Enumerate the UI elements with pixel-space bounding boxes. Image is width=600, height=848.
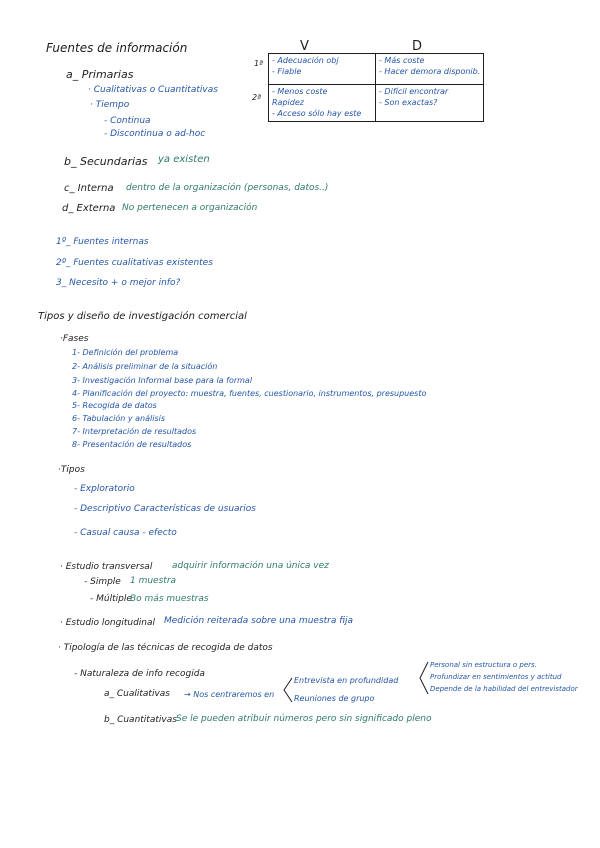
reuniones-grupo: Reuniones de grupo <box>294 694 375 703</box>
fase-8: 8- Presentación de resultados <box>72 440 192 449</box>
secundarias-note: ya existen <box>158 154 210 165</box>
transversal-multiple-label: - Múltiple <box>90 594 132 604</box>
vd-r2-v-a: - Menos coste <box>272 87 328 96</box>
transversal-note: adquirir información una única vez <box>172 561 329 571</box>
vd-cell-r2-v <box>269 85 376 122</box>
entrevista-point-3: Depende de la habilidad del entrevistador <box>430 685 578 693</box>
vd-cell-r1-v <box>269 54 376 85</box>
entrevista-profundidad: Entrevista en profundidad <box>294 676 399 685</box>
vd-cell-r2-d <box>376 85 484 122</box>
brace-cualitativas <box>282 676 294 704</box>
section-title-tipos-diseno: Tipos y diseño de investigación comercial <box>38 311 247 322</box>
vd-header-v: V <box>300 39 309 54</box>
vd-r2-v-b: Rapidez <box>272 97 304 107</box>
vd-r1-d-b: - Hacer demora disponib. <box>379 66 481 76</box>
vd-r2-d-a: - Difícil encontrar <box>379 87 449 96</box>
step-1: 1º_ Fuentes internas <box>56 237 149 247</box>
entrevista-point-2: Profundizar en sentimientos y actitud <box>430 673 562 681</box>
primarias-item-cuali-cuanti: · Cualitativas o Cuantitativas <box>88 85 218 95</box>
fases-label: ·Fases <box>60 334 89 344</box>
primarias-label: a_ Primarias <box>66 68 134 81</box>
tipo-exploratorio: - Exploratorio <box>74 484 135 494</box>
interna-label: c_ Interna <box>64 183 114 194</box>
vd-row-2-mark: 2ª <box>252 93 261 102</box>
vd-r1-d-a: - Más coste <box>379 56 425 65</box>
transversal-simple-label: - Simple <box>84 577 121 587</box>
fase-7: 7- Interpretación de resultados <box>72 427 197 436</box>
fase-5: 5- Recogida de datos <box>72 401 157 410</box>
fase-1: 1- Definición del problema <box>72 348 179 357</box>
fase-3: 3- Investigación Informal base para la formal <box>72 376 253 385</box>
entrevista-point-1: Personal sin estructura o pers. <box>430 661 537 669</box>
vd-r2-d-b: - Son exactas? <box>379 97 438 107</box>
tipo-casual: - Casual causa - efecto <box>74 528 177 538</box>
vd-r2-v-c: - Acceso sólo hay este <box>272 108 362 118</box>
secundarias-label: b_ Secundarias <box>64 155 148 168</box>
brace-entrevista <box>418 660 430 696</box>
fase-2: 2- Análisis preliminar de la situación <box>72 362 218 371</box>
tiempo-continua: - Continua <box>104 116 151 126</box>
vd-header-d: D <box>412 39 423 54</box>
tipos-label: ·Tipos <box>58 465 85 475</box>
transversal-label: · Estudio transversal <box>60 562 153 572</box>
tipologia-title: · Tipología de las técnicas de recogida de datos <box>58 643 273 653</box>
step-3: 3_ Necesito + o mejor info? <box>56 278 181 288</box>
transversal-multiple-note: Bo más muestras <box>130 594 209 604</box>
tiempo-discontinua: - Discontinua o ad-hoc <box>104 129 206 139</box>
longitudinal-label: · Estudio longitudinal <box>60 618 156 628</box>
cualitativas-note: → Nos centraremos en <box>184 690 275 699</box>
vd-r1-v-a: - Adecuación obj <box>272 56 339 65</box>
cuantitativas-note: Se le pueden atribuir números pero sin significado pleno <box>176 714 432 724</box>
cuantitativas-label: b_ Cuantitativas <box>104 715 177 725</box>
vd-r1-v-b: - Fiable <box>272 66 302 76</box>
naturaleza-label: - Naturaleza de info recogida <box>74 669 205 679</box>
externa-note: No pertenecen a organización <box>122 203 258 213</box>
section-title-fuentes: Fuentes de información <box>46 41 188 55</box>
vd-cell-r1-d <box>376 54 484 85</box>
step-2: 2º_ Fuentes cualitativas existentes <box>56 258 213 268</box>
transversal-simple-note: 1 muestra <box>130 576 177 586</box>
fase-6: 6- Tabulación y análisis <box>72 414 166 423</box>
externa-label: d_ Externa <box>62 203 116 214</box>
fase-4: 4- Planificación del proyecto: muestra, fuentes, cuestionario, instrumentos, presupuesto <box>72 389 427 398</box>
interna-note: dentro de la organización (personas, datos..) <box>126 183 329 193</box>
tipo-descriptivo: - Descriptivo Características de usuarios <box>74 504 256 514</box>
vd-row-1-mark: 1ª <box>254 59 263 68</box>
longitudinal-note: Medición reiterada sobre una muestra fija <box>164 616 354 626</box>
cualitativas-label: a_ Cualitativas <box>104 689 170 699</box>
ventajas-desventajas-table <box>268 53 484 122</box>
primarias-item-tiempo: · Tiempo <box>90 100 130 110</box>
